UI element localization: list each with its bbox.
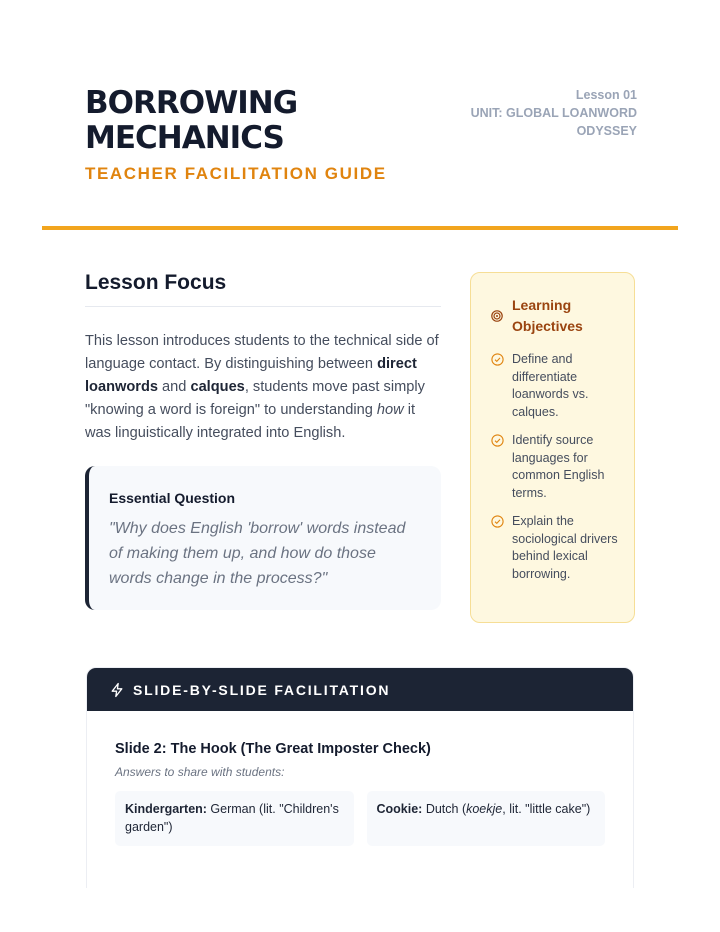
check-circle-icon xyxy=(491,515,504,528)
facilitation-heading: SLIDE-BY-SLIDE FACILITATION xyxy=(133,681,391,698)
unit-line-2: ODYSSEY xyxy=(576,124,637,138)
objective-item: Explain the sociological drivers behind lexical borrowing. xyxy=(491,513,622,583)
page-header xyxy=(85,86,637,186)
check-circle-icon xyxy=(491,353,504,366)
lesson-focus-section xyxy=(85,271,441,445)
lightning-icon xyxy=(109,682,125,698)
page-bottom-margin xyxy=(0,888,720,932)
objective-item: Identify source languages for common English terms. xyxy=(491,432,622,502)
header-divider xyxy=(42,226,678,230)
objectives-list xyxy=(491,351,622,583)
lesson-meta xyxy=(437,86,637,140)
term-calques: calques xyxy=(190,379,245,395)
facilitation-header xyxy=(87,668,633,711)
title-line-1: BORROWING xyxy=(85,85,298,121)
facilitation-panel xyxy=(86,667,634,907)
answer-cards xyxy=(115,791,605,846)
title-line-2: MECHANICS xyxy=(85,120,284,156)
target-icon xyxy=(491,310,503,322)
objective-item: Define and differentiate loanwords vs. calques. xyxy=(491,351,622,421)
learning-objectives-box xyxy=(470,272,635,623)
facilitation-body xyxy=(87,711,633,846)
objectives-header xyxy=(491,295,622,337)
lesson-intro: This lesson introduces students to the technical side of language contact. By distinguishing between direct loanwords and calques, students move past simply "knowing a word is foreign" to understanding how it was linguistically integrated into English. xyxy=(85,333,439,441)
emphasis-how: how xyxy=(376,402,404,418)
term-loanwords: direct loanwords xyxy=(85,356,417,395)
objectives-heading: Learning Objectives xyxy=(512,297,583,334)
answer-card: Cookie: Dutch (koekje, lit. "little cake") xyxy=(367,791,606,846)
essential-question-box xyxy=(85,466,441,610)
unit-line-1: UNIT: GLOBAL LOANWORD xyxy=(470,106,637,120)
slide-note: Answers to share with students: xyxy=(115,765,285,779)
check-circle-icon xyxy=(491,434,504,447)
answer-card: Kindergarten: German (lit. "Children's garden") xyxy=(115,791,354,846)
slide-title: Slide 2: The Hook (The Great Imposter Check) xyxy=(115,741,431,757)
page-subtitle: TEACHER FACILITATION GUIDE xyxy=(85,164,387,183)
essential-question-label: Essential Question xyxy=(109,490,236,506)
lesson-focus-heading: Lesson Focus xyxy=(85,271,441,307)
essential-question-text: "Why does English 'borrow' words instead of making them up, and how do those words change in the process?" xyxy=(109,520,406,587)
lesson-number: Lesson 01 xyxy=(575,88,637,102)
